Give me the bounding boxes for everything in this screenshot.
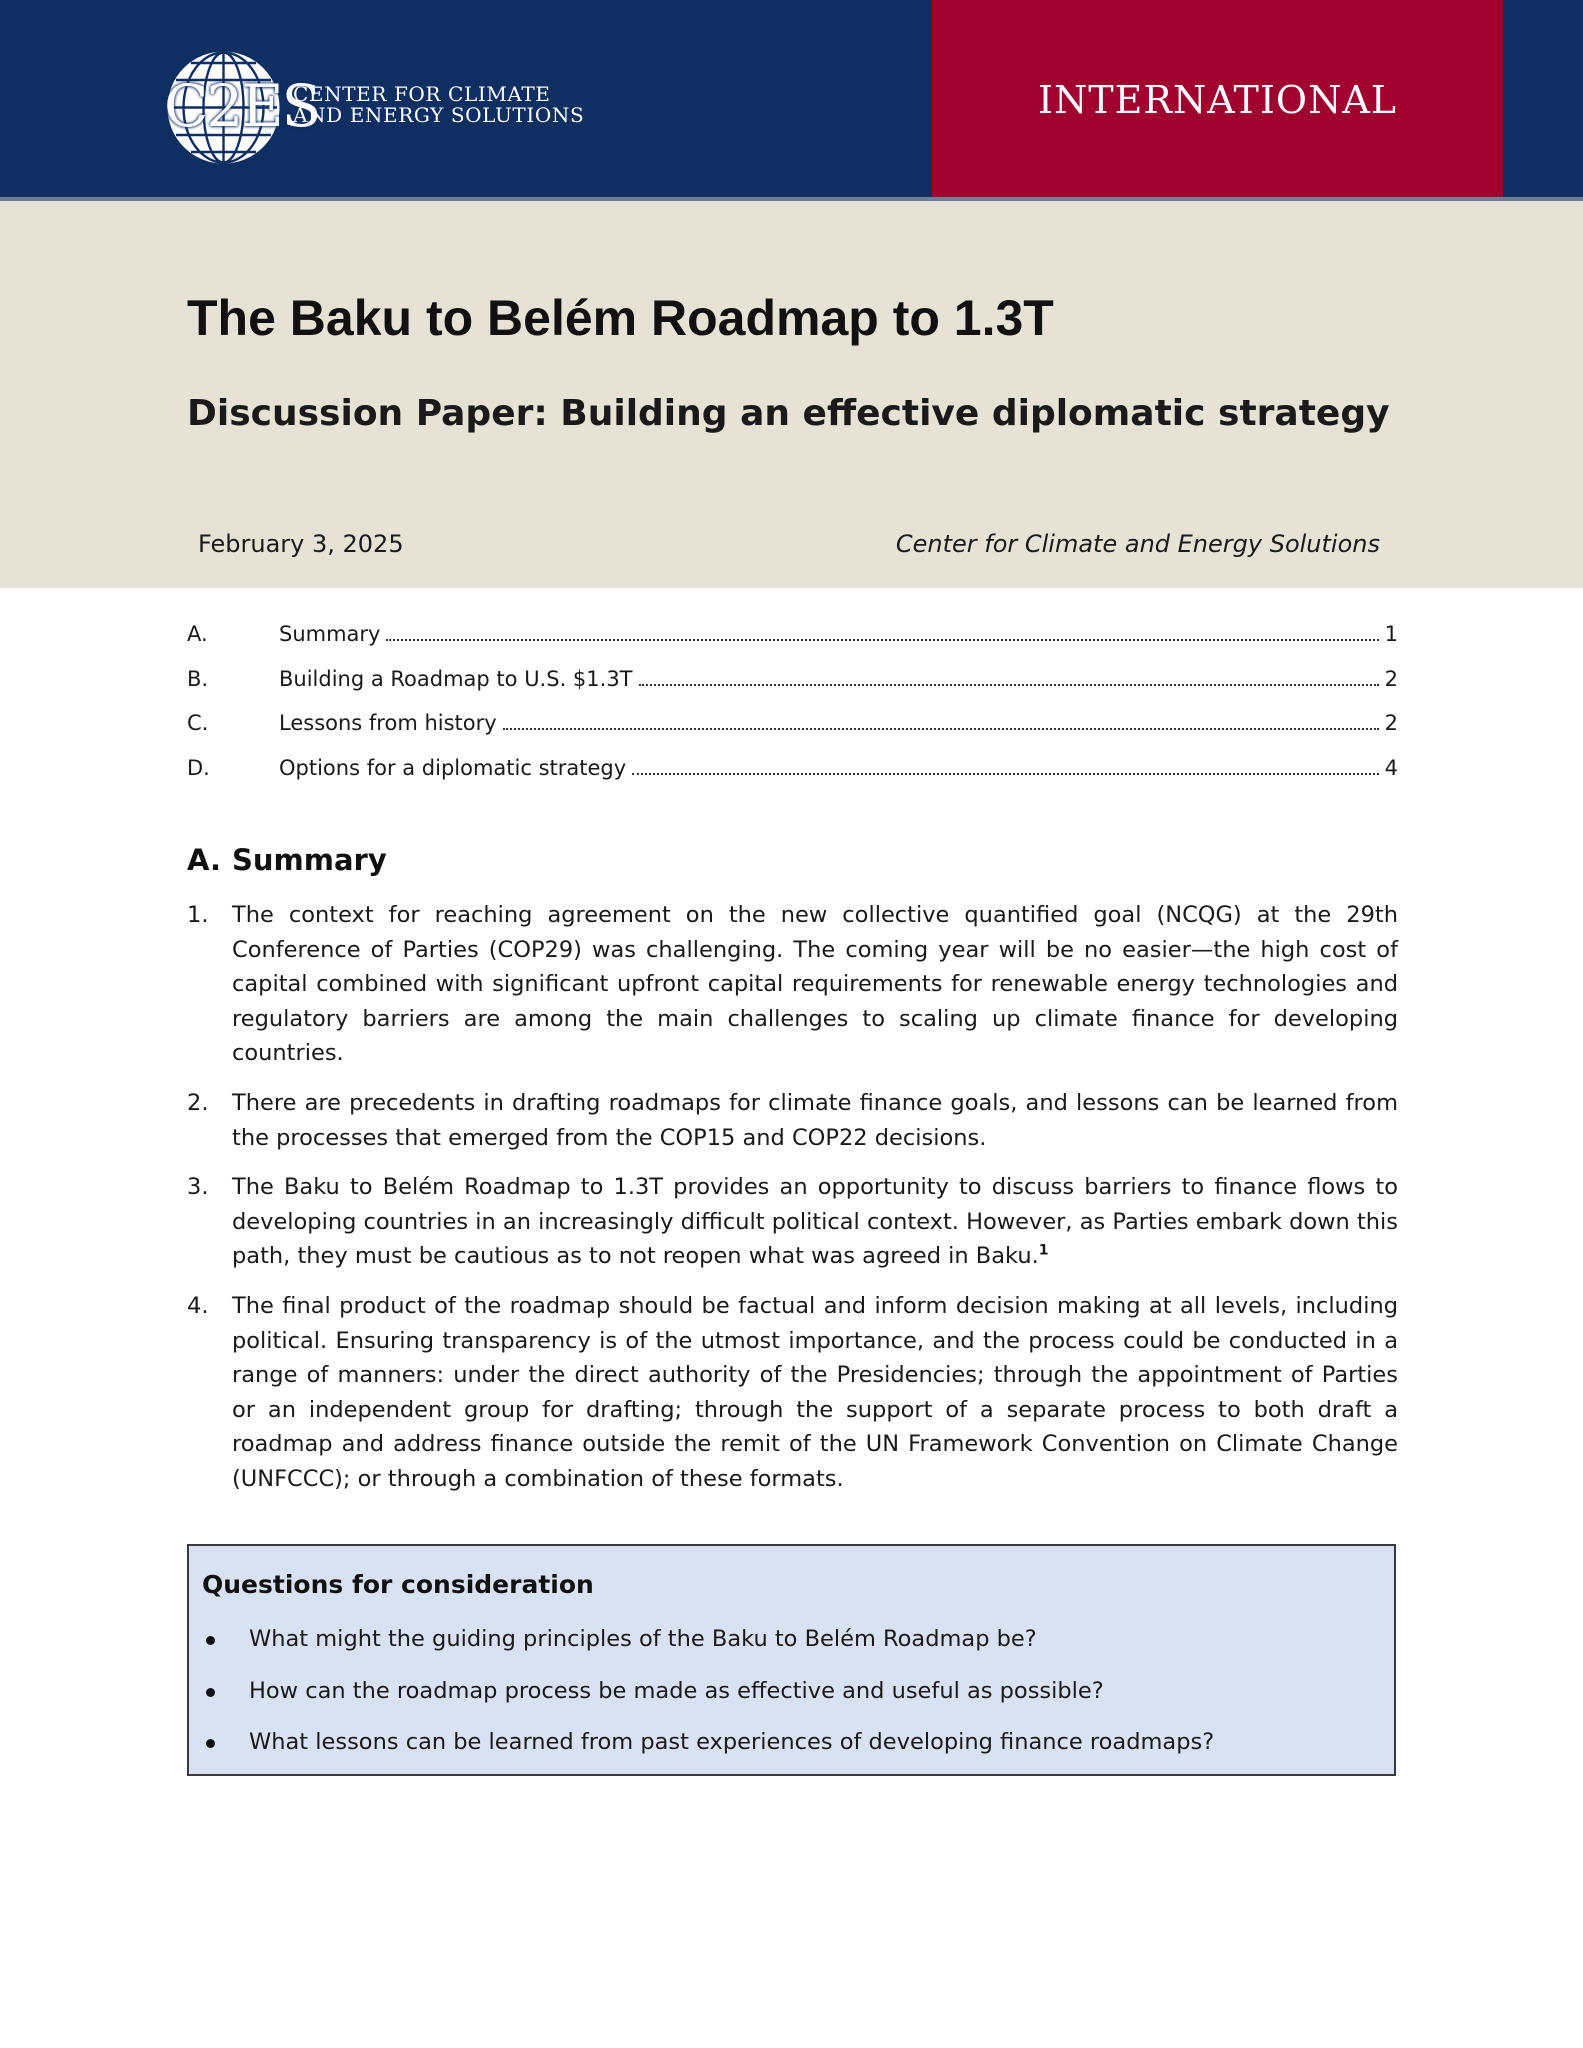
summary-heading [187,843,387,877]
questions-list [202,1626,1382,1781]
list-item-text: The context for reaching agreement on the new collective quantified goal (NCQG) at the 29th Conference of Parties (COP29) was challenging. The coming year will be no easier—the high cost of capital combined with significant upfront capital requirements for renewable energy technologies and regulatory barriers are among the main challenges to scaling up climate finance for developing countries. [232,902,1398,1067]
summary-heading-letter: A. [187,843,221,877]
toc-entry-page: 2 [1384,711,1398,736]
toc-entry-letter: C. [187,711,209,736]
page-title: The Baku to Belém Roadmap to 1.3T [187,290,1054,346]
section-label: INTERNATIONAL [1037,78,1397,122]
summary-heading-text: Summary [232,843,387,877]
toc-leader-dots [503,728,1379,730]
toc-entry-page: 4 [1384,755,1398,780]
toc-entry-options[interactable] [187,756,1398,801]
list-item-text: The Baku to Belém Roadmap to 1.3T provides an opportunity to discuss barriers to finance flows to developing countries in an increasingly difficult political context. However, as Parties embark down this path, they must be cautious as to not reopen what was agreed in Baku. [232,1174,1398,1270]
toc-entry-label: Summary [279,622,381,646]
list-item-number: 4. [187,1292,209,1319]
toc-entry-page: 2 [1384,666,1398,691]
questions-title: Questions for consideration [202,1570,594,1599]
toc-entry-letter: D. [187,755,210,780]
table-of-contents [187,622,1398,800]
toc-entry-summary[interactable] [187,622,1398,667]
list-item-number: 1. [187,902,209,928]
c2es-logo [166,50,606,165]
toc-leader-dots [632,773,1378,775]
list-item [187,1086,1398,1155]
list-item [187,898,1398,1071]
toc-leader-dots [639,684,1379,686]
logo-name [293,84,584,126]
bullet-icon [206,1688,215,1697]
question-item [202,1678,1382,1730]
logo-name-line1: CENTER FOR CLIMATE [293,82,551,106]
toc-entry-roadmap[interactable] [187,667,1398,712]
bullet-icon [206,1739,215,1748]
page-subtitle: Discussion Paper: Building an effective diplomatic strategy [187,393,1390,434]
logo-mark: C2ES [164,72,320,140]
list-item-text: There are precedents in drafting roadmaps for climate finance goals, and lessons can be learned from the processes that emerged from the COP15 and COP22 decisions. [232,1089,1398,1151]
toc-entry-letter: A. [187,622,208,646]
toc-entry-label: Options for a diplomatic strategy [279,755,627,780]
list-item-text: The final product of the roadmap should be factual and inform decision making at all levels, including political. Ensuring transparency is of the utmost importance, and the process could be conducted in a range of manners: under the direct authority of the Presidencies; through the appointment of Parties or an independent group for drafting; through the support of a separate process to both draft a roadmap and address finance outside the remit of the UN Framework Convention on Climate Change (UNFCCC); or through a combination of these formats. [232,1292,1398,1492]
list-item-number: 3. [187,1174,209,1201]
list-item [187,1170,1398,1274]
publication-date: February 3, 2025 [198,530,404,558]
questions-box [187,1544,1396,1776]
toc-leader-dots [386,639,1378,641]
toc-entry-label: Lessons from history [279,711,497,736]
list-item [187,1289,1398,1497]
question-text: What lessons can be learned from past experiences of developing finance roadmaps? [249,1729,1215,1755]
footnote-reference[interactable]: 1 [1038,1242,1049,1259]
question-item [202,1729,1382,1781]
list-item-number: 2. [187,1089,209,1116]
publishing-organization: Center for Climate and Energy Solutions [895,530,1380,558]
summary-list [187,898,1398,1512]
toc-entry-letter: B. [187,666,209,691]
toc-entry-page: 1 [1384,622,1398,646]
question-text: How can the roadmap process be made as effective and useful as possible? [249,1677,1104,1704]
bullet-icon [206,1636,215,1645]
question-text: What might the guiding principles of the Baku to Belém Roadmap be? [249,1626,1037,1652]
toc-entry-label: Building a Roadmap to U.S. $1.3T [279,666,633,691]
toc-entry-lessons[interactable] [187,711,1398,756]
logo-name-line2: AND ENERGY SOLUTIONS [293,103,585,127]
question-item [202,1626,1382,1678]
